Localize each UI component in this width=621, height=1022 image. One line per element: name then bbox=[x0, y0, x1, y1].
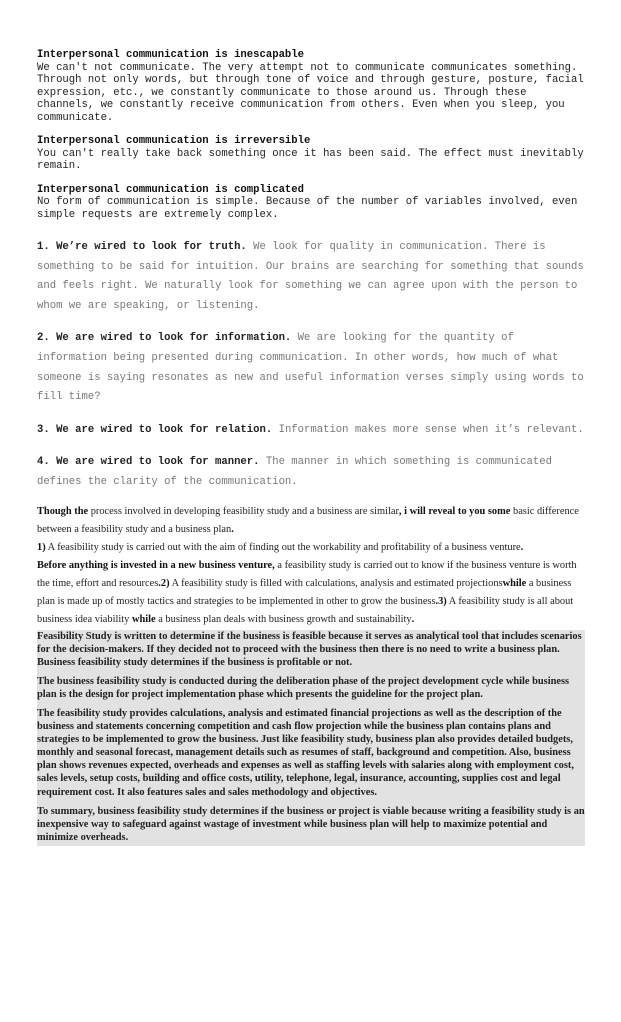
point-number: .3) bbox=[435, 595, 447, 607]
comparison-text: A feasibility study is all about business idea viability bbox=[37, 595, 574, 625]
comparison-bold: , i will reveal to you some bbox=[398, 505, 511, 517]
wired-item bbox=[37, 329, 585, 407]
wired-item-text: We look for quality in communication. There is something to be said for intuition. Our brains are searching for something that sounds and feels right. We naturally look for something we can agree upon with the person to whom we are speaking, or listening. bbox=[37, 241, 584, 312]
summary-box bbox=[37, 630, 585, 846]
principle-heading: Interpersonal communication is irreversible bbox=[37, 135, 311, 147]
comparison-bold: Before anything is invested in a new business venture, bbox=[37, 559, 275, 571]
document-page bbox=[37, 49, 585, 846]
summary-paragraph: Feasibility Study is written to determine if the business is feasible because it serves as analytical tool that includes scenarios for the decision-makers. If they decided not to proceed with the business then there is no need to write a business plan. Business feasibility study determines if the business is profitable or not. bbox=[37, 630, 582, 668]
wired-item-text: We are looking for the quantity of information being presented during communication. In other words, how much of what someone is saying resonates as new and useful information verses simply using words to fill time? bbox=[37, 332, 584, 404]
comparison-text: A feasibility study is carried out with the aim of finding out the workability and profitability of a business venture bbox=[45, 541, 521, 553]
summary-paragraph: To summary, business feasibility study determines if the business or project is viable because writing a feasibility study is an inexpensive way to safeguard against wastage of investment while business plan will help to maximize potential and minimize overheads. bbox=[37, 805, 585, 843]
wired-item-lead: 3. We are wired to look for relation. bbox=[37, 423, 273, 436]
wired-item-lead: 2. We are wired to look for information. bbox=[37, 332, 292, 345]
comparison-bold: . bbox=[520, 541, 524, 553]
comparison-bold: while bbox=[502, 577, 527, 589]
comparison-text: a business plan is made up of mostly tactics and strategies to be implemented in other to grow the business bbox=[37, 577, 572, 607]
principle-body: You can't really take back something once it has been said. The effect must inevitably remain. bbox=[37, 147, 584, 172]
comparison-text: a feasibility study is carried out to know if the business venture is worth the time, effort and resources bbox=[37, 559, 577, 589]
comparison-bold: Though the bbox=[37, 505, 89, 517]
comparison-bold: while bbox=[131, 613, 156, 625]
summary-paragraph: The business feasibility study is conducted during the deliberation phase of the project development cycle while business plan is the design for project implementation phase which presents the guideline for the project plan. bbox=[37, 675, 570, 700]
principle-heading: Interpersonal communication is complicated bbox=[37, 183, 305, 196]
wired-item-lead: 4. We are wired to look for manner. bbox=[37, 456, 260, 469]
comparison-bold: . bbox=[411, 613, 415, 625]
comparison-paragraph bbox=[37, 503, 585, 629]
principle-block bbox=[37, 135, 585, 173]
wired-item-text: Information makes more sense when it’s relevant. bbox=[272, 423, 584, 436]
point-number: 1) bbox=[37, 541, 46, 553]
principle-block bbox=[37, 49, 585, 124]
principle-block bbox=[37, 184, 585, 222]
summary-paragraph: The feasibility study provides calculations, analysis and estimated financial projections as well as the description of the business and statements concerning competition and cash flow projection while the business plan contains plans and strategies to be implemented to grow the business. Just like feasibility study, business plan also provides detailed budgets, monthly and seasonal forecast, management details such as resumes of staff, background and competition. Also, business plan shows revenues expected, overheads and expenses as well as staffing levels with salaries along with employment cost, sales levels, setup costs, building and office costs, utility, telephone, legal, insurance, accounting, supplies cost and legal requirement cost. It also features sales and sales methodology and objectives. bbox=[37, 708, 574, 798]
wired-item bbox=[37, 453, 585, 492]
comparison-text: process involved in developing feasibility study and a business are similar bbox=[88, 505, 399, 517]
principles-section bbox=[37, 49, 585, 221]
point-number: .2) bbox=[158, 577, 170, 589]
wired-item bbox=[37, 421, 585, 441]
wired-item-text: The manner in which something is communicated defines the clarity of the communication. bbox=[37, 456, 552, 488]
principle-body: We can't not communicate. The very attempt not to communicate communicates something. Through not only words, but through tone of voice and through gesture, posture, facial expression, etc., we constantly communicate to those around us. Through these channels, we constantly receive communication from others. Even when you sleep, you communicate. bbox=[37, 61, 584, 124]
comparison-text: a business plan deals with business growth and sustainability bbox=[155, 613, 412, 625]
wired-item-lead: 1. We’re wired to look for truth. bbox=[37, 241, 247, 253]
principle-heading: Interpersonal communication is inescapable bbox=[37, 49, 305, 61]
comparison-text: basic difference between a feasibility study and a business plan bbox=[37, 505, 579, 535]
comparison-text: A feasibility study is filled with calculations, analysis and estimated projections bbox=[169, 577, 503, 589]
wired-list bbox=[37, 238, 585, 493]
principle-body: No form of communication is simple. Because of the number of variables involved, even simple requests are extremely complex. bbox=[37, 196, 578, 221]
comparison-bold: . bbox=[231, 523, 234, 535]
wired-item bbox=[37, 238, 585, 316]
